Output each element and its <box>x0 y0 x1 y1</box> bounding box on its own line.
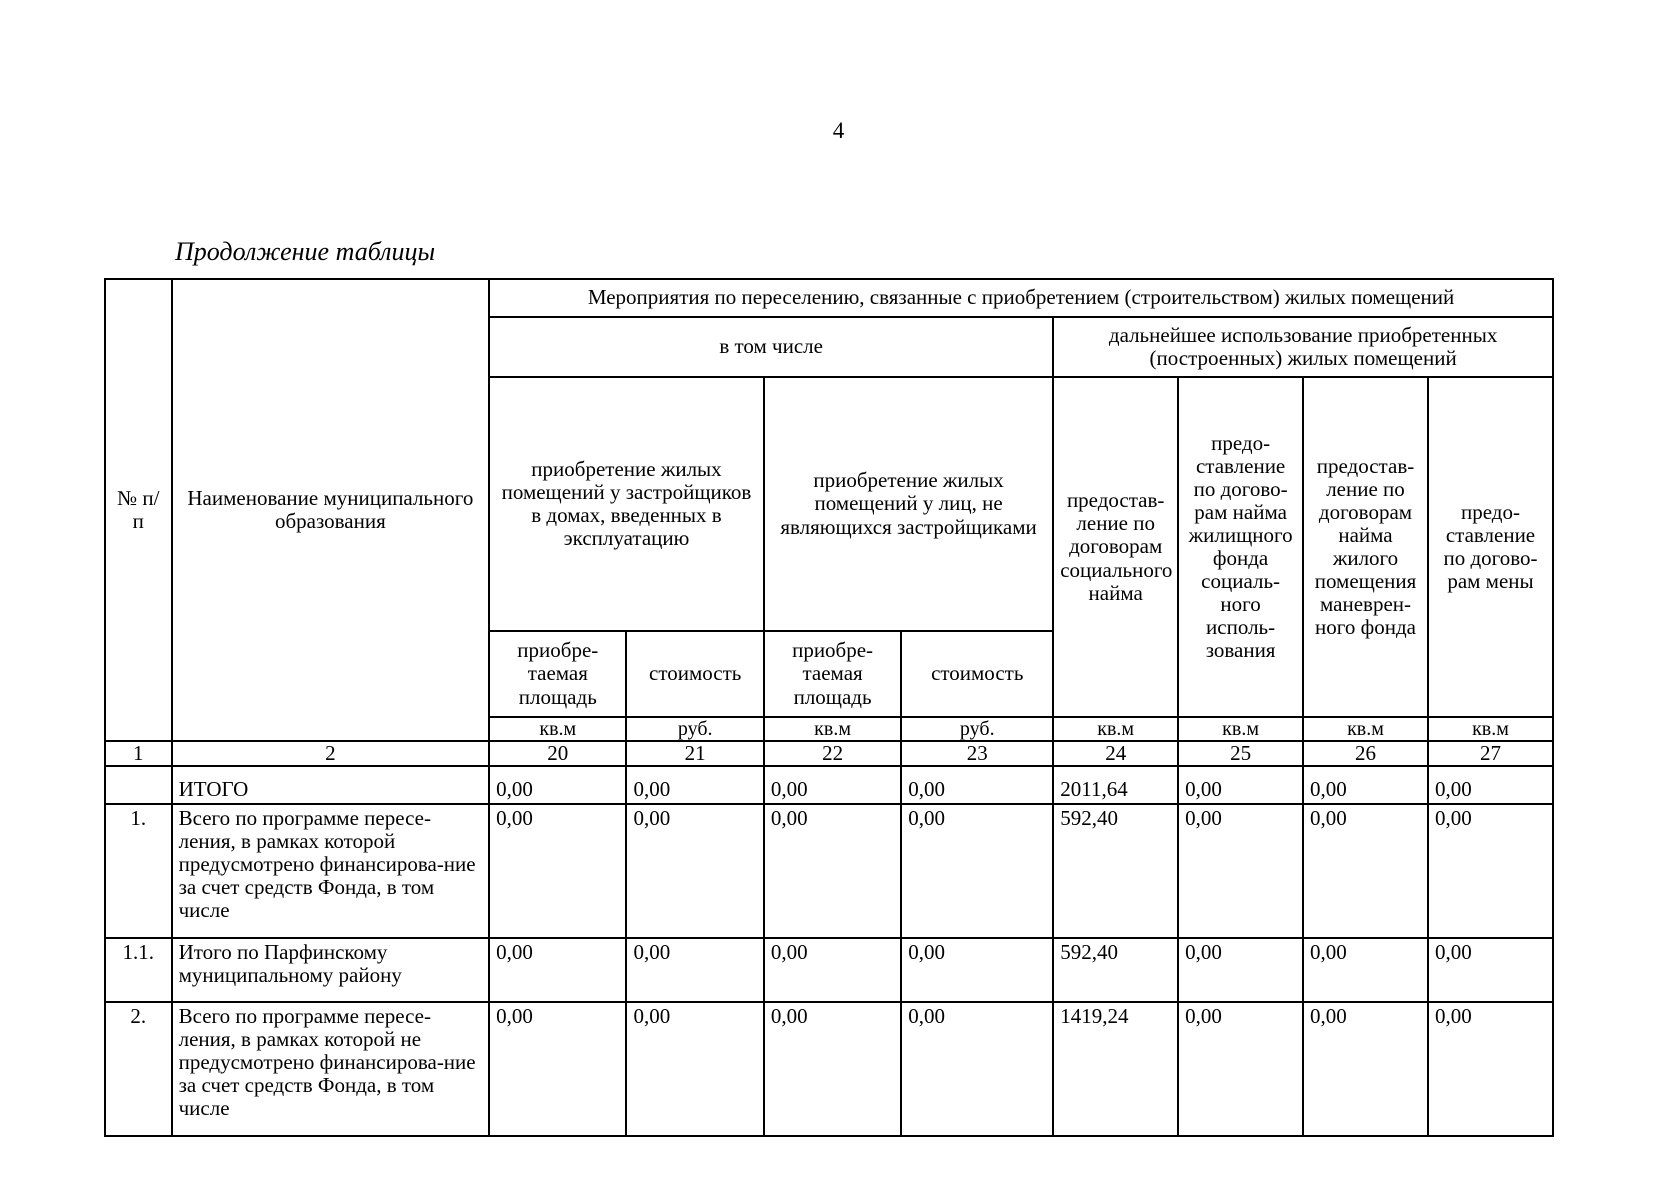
header-name: Наименование муниципального образования <box>172 279 489 741</box>
row-value: 592,40 <box>1053 804 1178 938</box>
row-number <box>105 766 172 804</box>
row-number: 1. <box>105 804 172 938</box>
row-value: 0,00 <box>489 804 626 938</box>
header-cost-1: стоимость <box>626 631 763 717</box>
row-value: 0,00 <box>489 938 626 1002</box>
column-number: 27 <box>1428 741 1553 766</box>
row-name: ИТОГО <box>172 766 489 804</box>
table-row <box>105 1002 1553 1136</box>
table-row <box>105 804 1553 938</box>
row-name: Итого по Парфинскому муниципальному району <box>172 938 489 1002</box>
row-value: 0,00 <box>1303 1002 1428 1136</box>
column-number: 20 <box>489 741 626 766</box>
column-number: 23 <box>901 741 1053 766</box>
table-row <box>105 766 1553 804</box>
continuation-label: Продолжение таблицы <box>175 237 436 266</box>
column-number: 25 <box>1178 741 1303 766</box>
row-value: 0,00 <box>489 1002 626 1136</box>
row-value: 0,00 <box>1178 1002 1303 1136</box>
column-numbers-row <box>105 741 1553 766</box>
row-value: 0,00 <box>901 804 1053 938</box>
header-social-rent: предостав-ление по договорам социального найма <box>1053 377 1178 717</box>
header-group-title: Мероприятия по переселению, связанные с приобретением (строительством) жилых помещений <box>489 279 1553 317</box>
unit-sqm: кв.м <box>764 717 901 741</box>
row-value: 0,00 <box>764 766 901 804</box>
row-value: 0,00 <box>1428 766 1553 804</box>
column-number: 26 <box>1303 741 1428 766</box>
unit-sqm: кв.м <box>1303 717 1428 741</box>
header-social-use-rent: предо-ставление по догово-рам найма жилищного фонда социаль-ного исполь-зования <box>1178 377 1303 717</box>
column-number: 2 <box>172 741 489 766</box>
row-value: 0,00 <box>1178 766 1303 804</box>
row-value: 0,00 <box>764 1002 901 1136</box>
header-maneuver-rent: предостав-ление по договорам найма жилого помещения маневрен-ного фонда <box>1303 377 1428 717</box>
column-number: 22 <box>764 741 901 766</box>
header-num: № п/п <box>105 279 172 741</box>
header-exchange: предо-ставление по догово-рам мены <box>1428 377 1553 717</box>
row-value: 0,00 <box>1178 804 1303 938</box>
row-value: 0,00 <box>1303 938 1428 1002</box>
unit-rub: руб. <box>901 717 1053 741</box>
row-value: 0,00 <box>626 938 763 1002</box>
header-acq-non-developers: приобретение жилых помещений у лиц, не являющихся застройщиками <box>764 377 1053 631</box>
row-name: Всего по программе пересе-ления, в рамках которой не предусмотрено финансирова-ние за счет средств Фонда, в том числе <box>172 1002 489 1136</box>
header-cost-2: стоимость <box>901 631 1053 717</box>
resettlement-table <box>104 278 1554 1137</box>
row-name: Всего по программе пересе-ления, в рамках которой предусмотрено финансирова-ние за счет средств Фонда, в том числе <box>172 804 489 938</box>
row-value: 0,00 <box>764 938 901 1002</box>
row-value: 0,00 <box>489 766 626 804</box>
unit-rub: руб. <box>626 717 763 741</box>
row-number: 1.1. <box>105 938 172 1002</box>
unit-sqm: кв.м <box>489 717 626 741</box>
row-value: 0,00 <box>764 804 901 938</box>
row-value: 0,00 <box>1303 766 1428 804</box>
row-value: 0,00 <box>626 804 763 938</box>
unit-sqm: кв.м <box>1178 717 1303 741</box>
page-number: 4 <box>832 118 845 143</box>
column-number: 21 <box>626 741 763 766</box>
column-number: 1 <box>105 741 172 766</box>
unit-sqm: кв.м <box>1428 717 1553 741</box>
unit-sqm: кв.м <box>1053 717 1178 741</box>
row-value: 0,00 <box>1428 938 1553 1002</box>
row-value: 0,00 <box>626 766 763 804</box>
header-acquired-area-1: приобре-таемая площадь <box>489 631 626 717</box>
row-value: 0,00 <box>901 766 1053 804</box>
row-value: 0,00 <box>626 1002 763 1136</box>
row-value: 1419,24 <box>1053 1002 1178 1136</box>
row-value: 0,00 <box>901 938 1053 1002</box>
header-acq-developers: приобретение жилых помещений у застройщиков в домах, введенных в эксплуатацию <box>489 377 764 631</box>
header-including: в том числе <box>489 317 1053 377</box>
row-value: 0,00 <box>1428 1002 1553 1136</box>
row-value: 0,00 <box>1178 938 1303 1002</box>
row-value: 592,40 <box>1053 938 1178 1002</box>
column-number: 24 <box>1053 741 1178 766</box>
header-further-use: дальнейшее использование приобретенных (построенных) жилых помещений <box>1053 317 1553 377</box>
row-value: 0,00 <box>1303 804 1428 938</box>
row-value: 2011,64 <box>1053 766 1178 804</box>
row-value: 0,00 <box>1428 804 1553 938</box>
row-number: 2. <box>105 1002 172 1136</box>
table-row <box>105 938 1553 1002</box>
header-acquired-area-2: приобре-таемая площадь <box>764 631 901 717</box>
row-value: 0,00 <box>901 1002 1053 1136</box>
